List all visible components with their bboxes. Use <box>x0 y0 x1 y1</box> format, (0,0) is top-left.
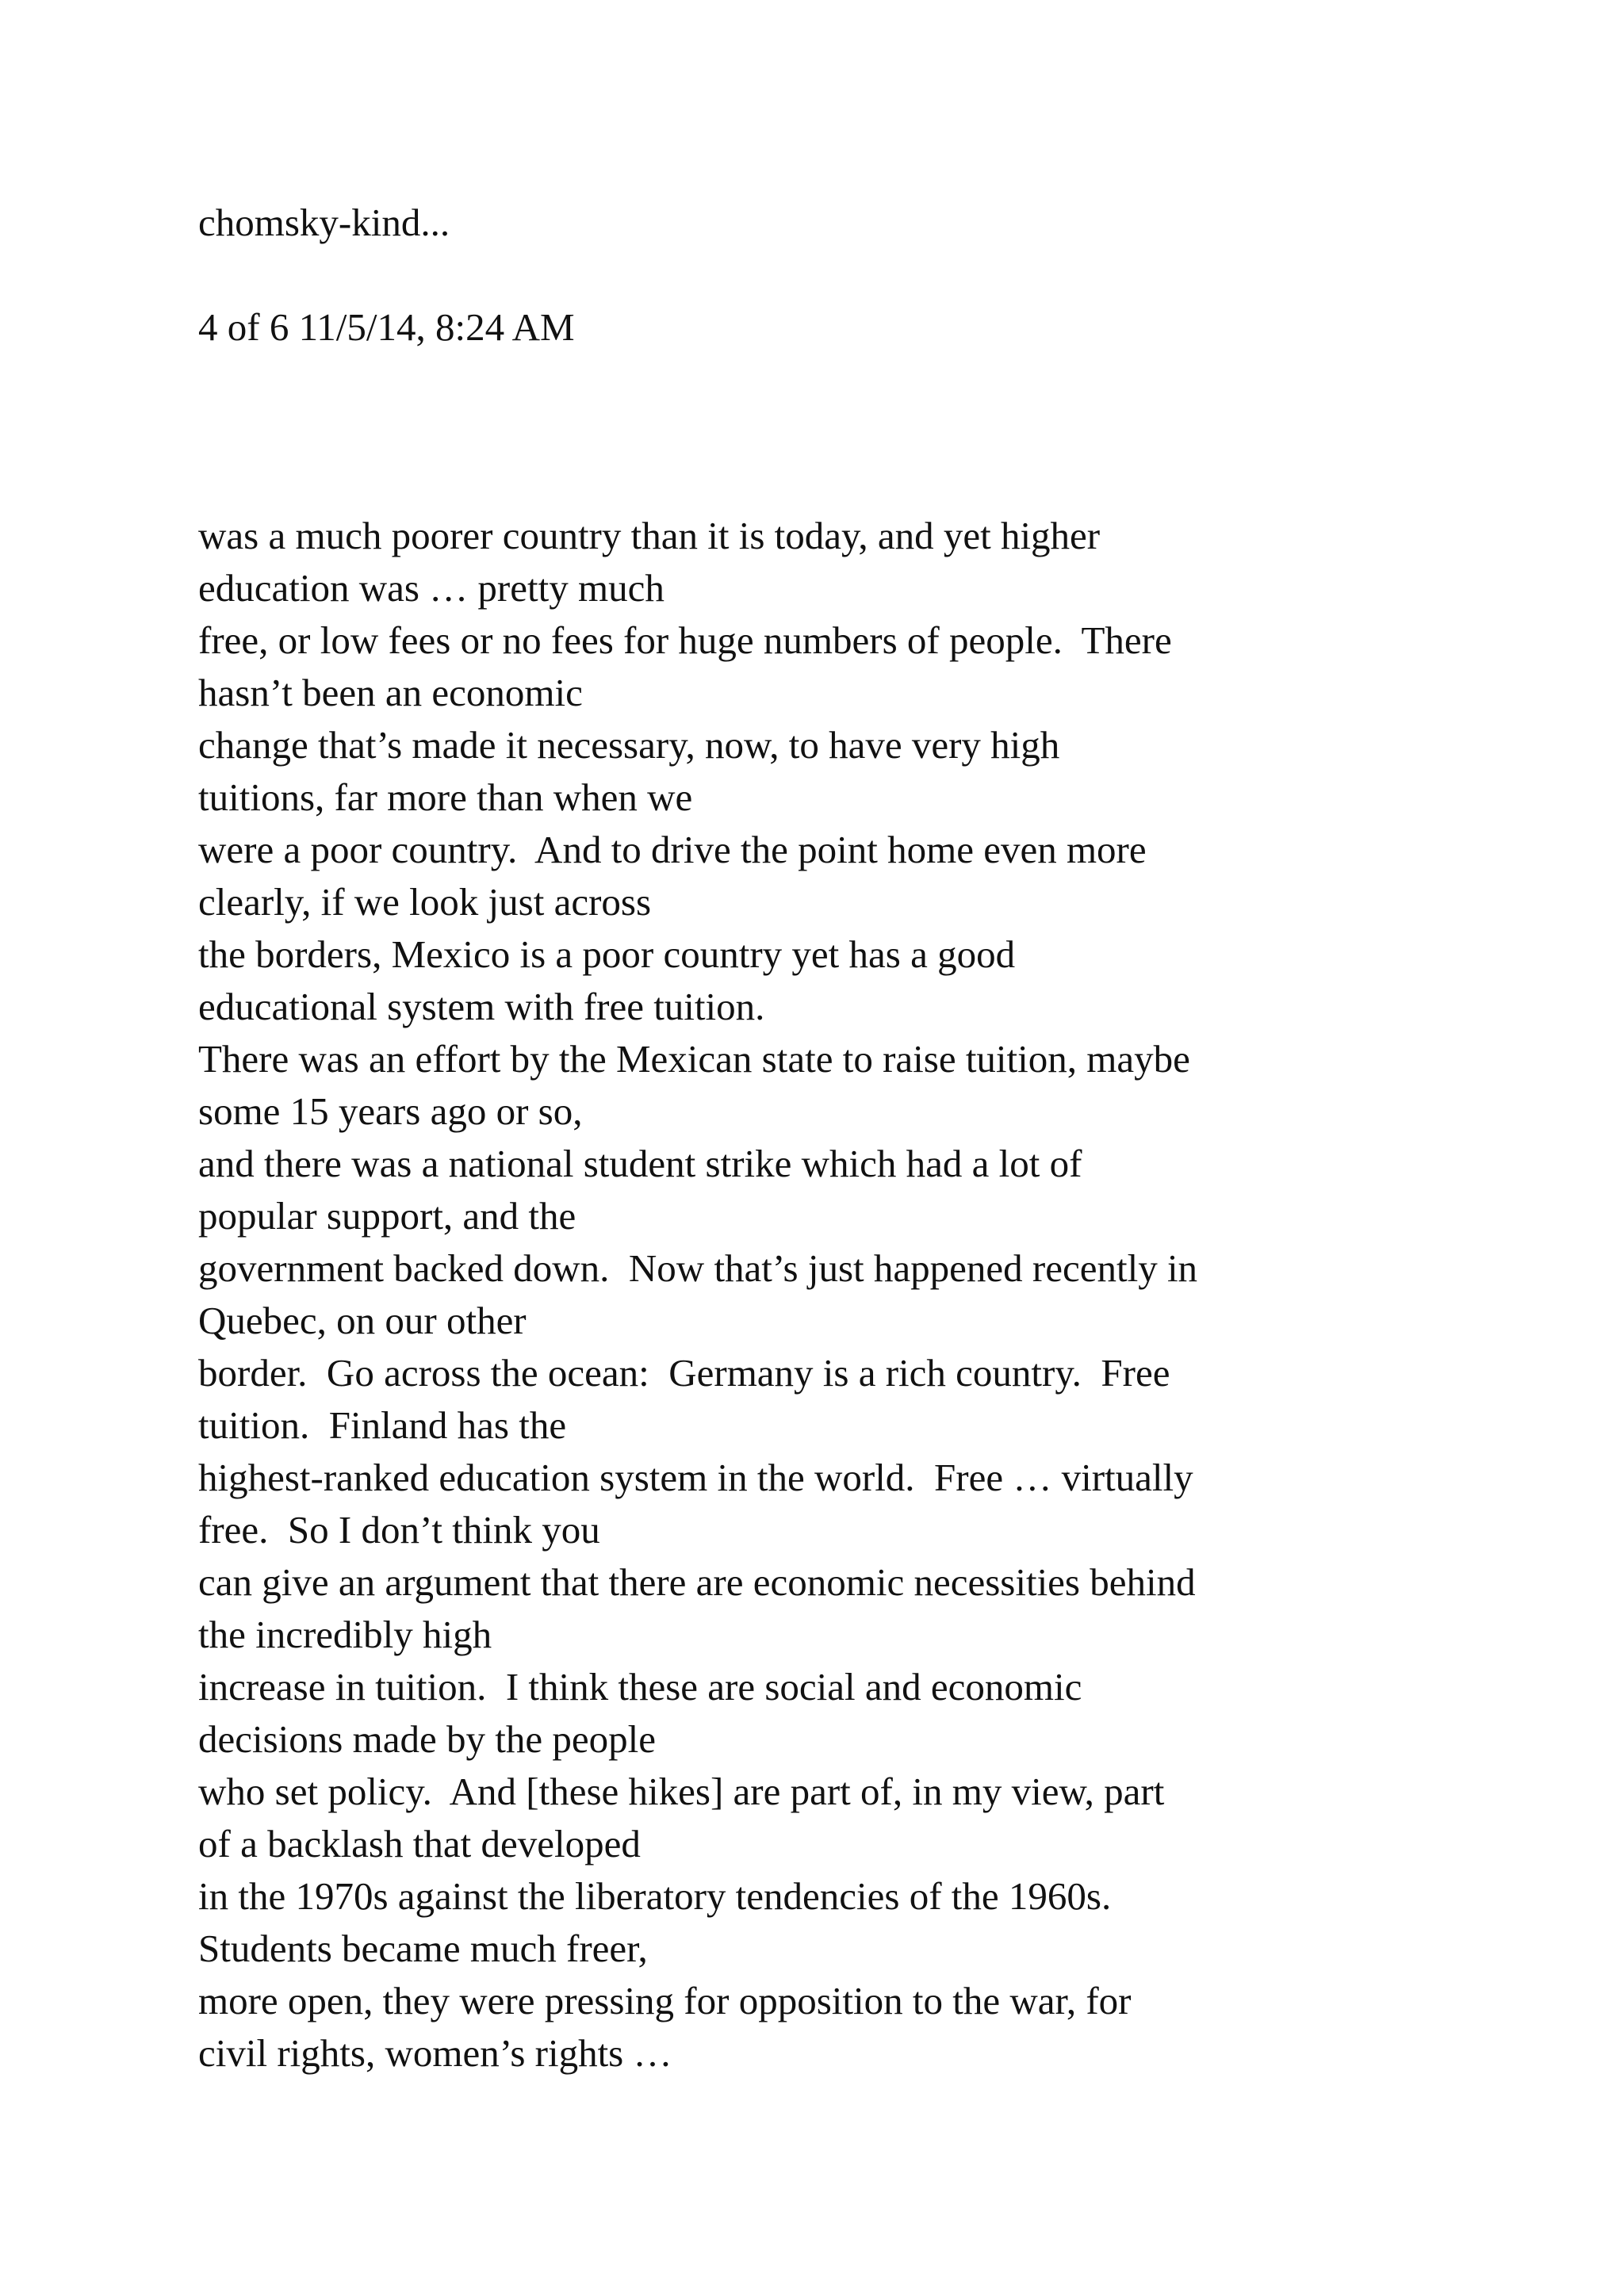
text-line: who set policy. And [these hikes] are part of, in my view, part <box>198 1770 1165 1813</box>
page-header-meta: 4 of 6 11/5/14, 8:24 AM <box>198 305 575 349</box>
text-line: of a backlash that developed <box>198 1822 641 1866</box>
text-line: Quebec, on our other <box>198 1299 527 1342</box>
text-line: educational system with free tuition. <box>198 985 765 1028</box>
text-line: education was … pretty much <box>198 566 665 610</box>
text-line: popular support, and the <box>198 1194 576 1238</box>
text-line: free. So I don’t think you <box>198 1508 600 1552</box>
text-line: can give an argument that there are economic necessities behind <box>198 1560 1196 1604</box>
text-line: There was an effort by the Mexican state to raise tuition, maybe <box>198 1037 1190 1081</box>
text-line: more open, they were pressing for opposition to the war, for <box>198 1979 1132 2022</box>
document-body <box>198 510 1515 2080</box>
text-line: civil rights, women’s rights … <box>198 2031 672 2075</box>
text-line: border. Go across the ocean: Germany is a rich country. Free <box>198 1351 1170 1395</box>
text-line: Students became much freer, <box>198 1927 648 1970</box>
text-line: tuition. Finland has the <box>198 1403 567 1447</box>
text-line: some 15 years ago or so, <box>198 1089 583 1133</box>
text-line: and there was a national student strike which had a lot of <box>198 1142 1082 1185</box>
text-line: increase in tuition. I think these are social and economic <box>198 1665 1082 1709</box>
text-line: highest-ranked education system in the world. Free … virtually <box>198 1456 1193 1499</box>
text-line: government backed down. Now that’s just happened recently in <box>198 1246 1198 1290</box>
text-line: were a poor country. And to drive the point home even more <box>198 828 1147 871</box>
text-line: clearly, if we look just across <box>198 880 652 924</box>
page-header-title: chomsky-kind... <box>198 201 450 244</box>
text-line: the borders, Mexico is a poor country yet has a good <box>198 932 1016 976</box>
text-line: was a much poorer country than it is today, and yet higher <box>198 514 1101 557</box>
text-line: tuitions, far more than when we <box>198 775 693 819</box>
text-line: in the 1970s against the liberatory tendencies of the 1960s. <box>198 1874 1112 1918</box>
text-line: change that’s made it necessary, now, to have very high <box>198 723 1060 767</box>
text-line: the incredibly high <box>198 1613 492 1656</box>
text-line: decisions made by the people <box>198 1717 656 1761</box>
text-line: free, or low fees or no fees for huge numbers of people. There <box>198 618 1172 662</box>
text-line: hasn’t been an economic <box>198 671 583 714</box>
